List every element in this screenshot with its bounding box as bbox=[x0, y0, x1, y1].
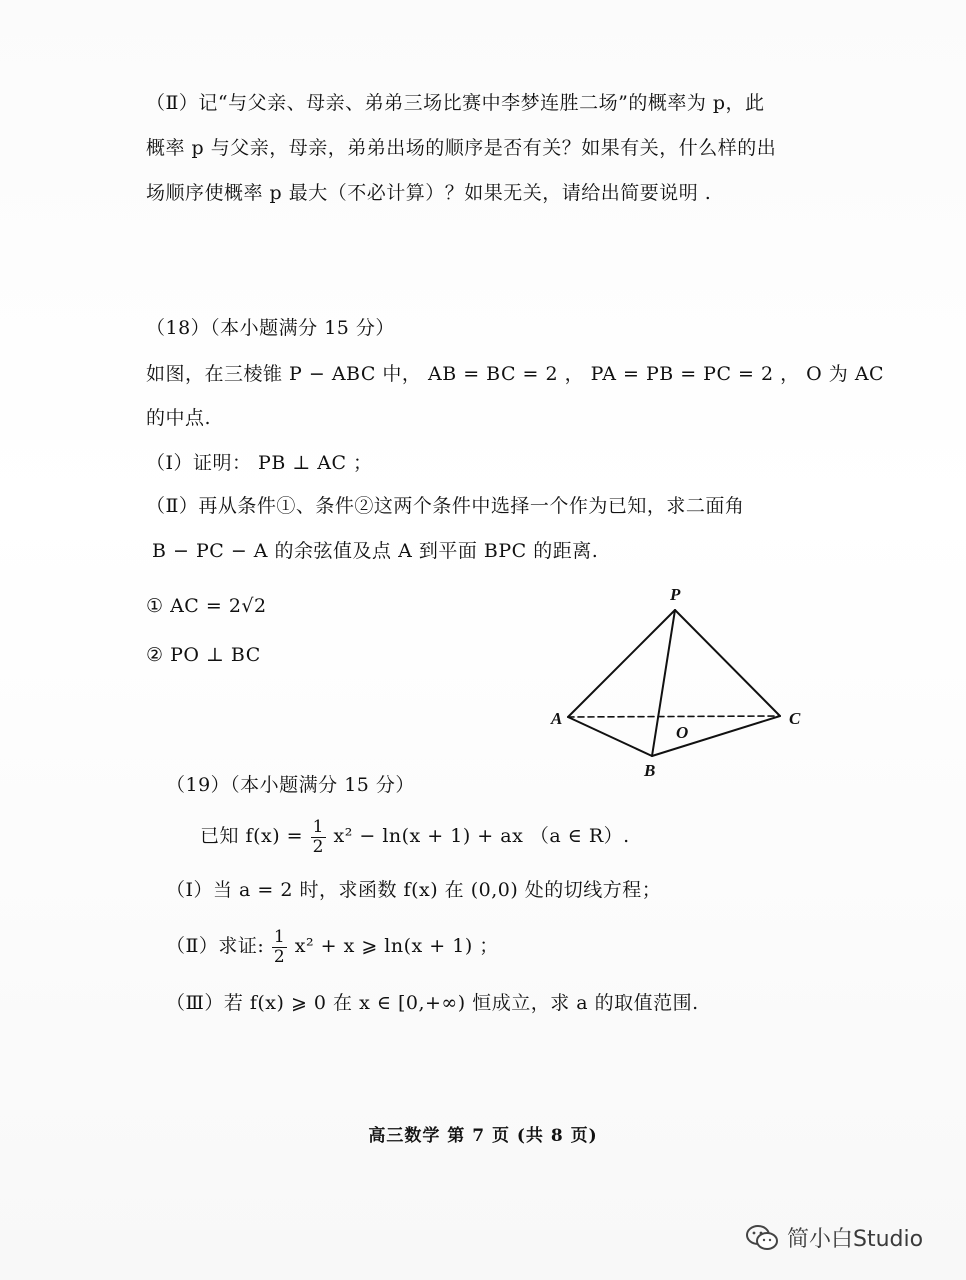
edge-AC-dashed bbox=[568, 716, 780, 717]
q19-part1: （Ⅰ）当 a = 2 时，求函数 f(x) 在 (0,0) 处的切线方程； bbox=[166, 879, 662, 901]
label-A: A bbox=[551, 709, 563, 728]
q18-part2-line2: B − PC − A 的余弦值及点 A 到平面 BPC 的距离. bbox=[152, 540, 599, 562]
q19-definition bbox=[200, 816, 630, 857]
wechat-icon bbox=[745, 1224, 779, 1252]
q19-def-prefix: 已知 f(x) = bbox=[200, 825, 304, 847]
q18-part1: （Ⅰ）证明： PB ⊥ AC ； bbox=[146, 452, 373, 474]
q19-part2-prefix: （Ⅱ）求证: bbox=[166, 935, 265, 957]
q19-def-fraction bbox=[311, 818, 326, 857]
q17-part2-line3: 场顺序使概率 p 最大（不必计算）？如果无关，请给出简要说明 . bbox=[146, 182, 712, 204]
q19-def-frac-den: 2 bbox=[312, 836, 324, 857]
q19-part2-frac-num: 1 bbox=[273, 926, 286, 947]
q19-header: （19）（本小题满分 15 分） bbox=[166, 774, 415, 796]
label-C: C bbox=[789, 709, 801, 728]
pyramid-figure bbox=[540, 580, 820, 780]
edge-PB bbox=[652, 610, 675, 756]
q17-part2-line1: （Ⅱ）记“与父亲、母亲、弟弟三场比赛中李梦连胜二场”的概率为 p，此 bbox=[146, 92, 765, 114]
q19-part2-frac-den: 2 bbox=[273, 946, 286, 967]
q17-part2-line2: 概率 p 与父亲，母亲，弟弟出场的顺序是否有关？如果有关，什么样的出 bbox=[146, 137, 777, 159]
edge-PA bbox=[568, 610, 675, 717]
q18-stem-line2: 的中点. bbox=[146, 407, 212, 429]
page-footer: 高三数学 第 7 页 (共 8 页) bbox=[368, 1126, 598, 1146]
q18-stem-line1: 如图，在三棱锥 P − ABC 中， AB = BC = 2 ， PA = PB = PC = 2 ， O 为 AC bbox=[146, 363, 885, 385]
label-O: O bbox=[676, 723, 689, 742]
q19-part2 bbox=[166, 926, 499, 967]
label-P: P bbox=[670, 585, 681, 604]
q19-part3: （Ⅲ）若 f(x) ⩾ 0 在 x ∈ [0,+∞) 恒成立，求 a 的取值范围. bbox=[166, 992, 699, 1014]
label-B: B bbox=[644, 761, 656, 780]
q19-part2-fraction bbox=[272, 928, 287, 967]
edge-PC bbox=[675, 610, 780, 716]
q18-condition-1: ① AC = 2√2 bbox=[146, 595, 267, 617]
q19-def-suffix: x² − ln(x + 1) + ax （a ∈ R）. bbox=[333, 825, 630, 847]
q18-header: （18）（本小题满分 15 分） bbox=[146, 317, 395, 339]
q19-part2-suffix: x² + x ⩾ ln(x + 1) ； bbox=[294, 935, 499, 957]
q18-condition-2: ② PO ⊥ BC bbox=[146, 644, 261, 666]
q18-part2-line1: （Ⅱ）再从条件①、条件②这两个条件中选择一个作为已知，求二面角 bbox=[146, 495, 745, 517]
edge-BC bbox=[652, 716, 780, 756]
edge-AB bbox=[568, 717, 652, 756]
q19-def-frac-num: 1 bbox=[312, 816, 324, 837]
watermark bbox=[745, 1222, 923, 1253]
watermark-text: 简小白Studio bbox=[787, 1227, 924, 1252]
